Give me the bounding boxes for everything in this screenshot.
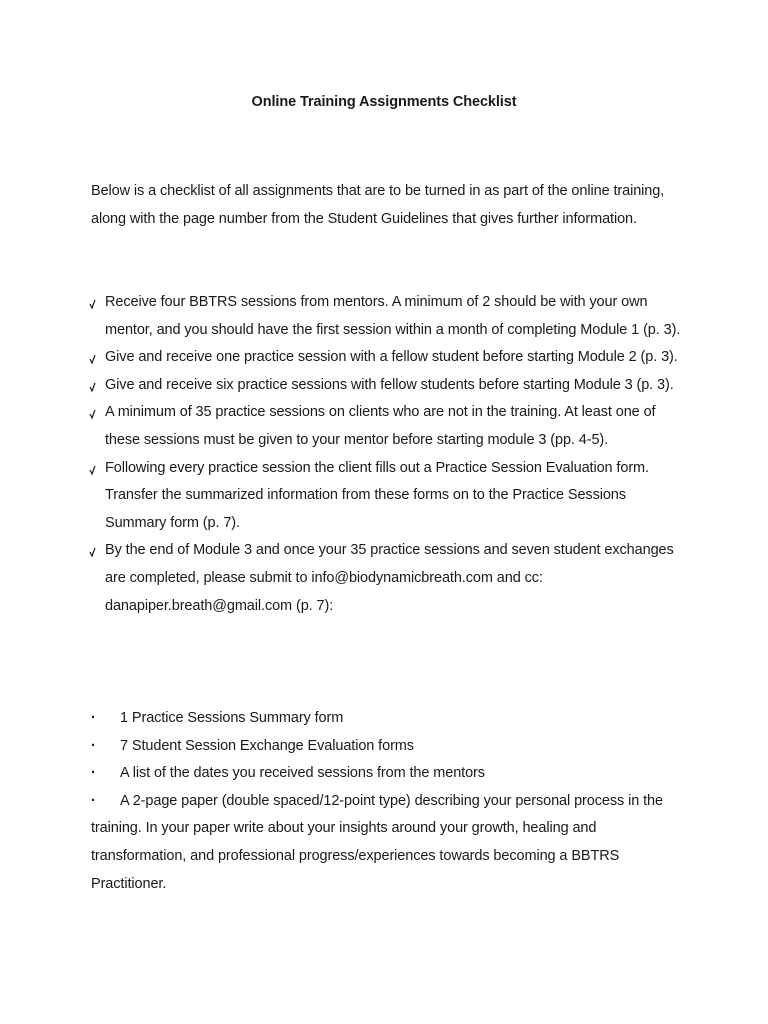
checklist-item-text: Following every practice session the client fills out a Practice Session Evaluation form. Transfer the summarized information from these forms on to the Practice Sessions Summary form (p. 7). xyxy=(105,459,649,531)
checklist-item-text: Give and receive one practice session with a fellow student before starting Module 2 (p. 3). xyxy=(105,349,678,366)
bullet-dot: · xyxy=(91,792,96,809)
checklist-item xyxy=(91,537,691,620)
checkmark-icon xyxy=(89,537,101,565)
submission-item-text: 1 Practice Sessions Summary form xyxy=(120,710,344,726)
checklist-item-text: Receive four BBTRS sessions from mentors. A minimum of 2 should be with your own mentor, and you should have the first session within a month of completing Module 1 (p. 3). xyxy=(105,294,681,338)
checklist-item xyxy=(91,289,691,344)
checkmark-icon xyxy=(89,344,101,372)
checkmark-icon xyxy=(89,399,101,427)
checklist-item xyxy=(91,399,691,454)
checklist-item-text: Give and receive six practice sessions with fellow students before starting Module 3 (p. 3). xyxy=(105,376,674,393)
bullet-dot: · xyxy=(91,737,96,754)
bullet-dot: · xyxy=(91,710,96,726)
submission-list xyxy=(91,705,691,898)
submission-item xyxy=(91,760,691,788)
submission-item-text: A list of the dates you received sessions from the mentors xyxy=(120,765,485,782)
assignment-checklist xyxy=(91,289,691,620)
checklist-item xyxy=(91,344,691,372)
bullet-dot: · xyxy=(91,765,96,782)
submission-item-text: 7 Student Session Exchange Evaluation forms xyxy=(120,737,414,754)
checklist-item-text: By the end of Module 3 and once your 35 practice sessions and seven student exchanges are completed, please submit to info@biodynamicbreath.com and cc: danapiper.breath@gmail.com (p. 7): xyxy=(105,542,674,614)
checkmark-icon xyxy=(89,372,101,400)
submission-item xyxy=(91,733,691,761)
checklist-item-text: A minimum of 35 practice sessions on clients who are not in the training. At least one of these sessions must be given to your mentor before starting module 3 (pp. 4-5). xyxy=(105,404,656,448)
intro-paragraph: Below is a checklist of all assignments that are to be turned in as part of the online training, along with the page number from the Student Guidelines that gives further information. xyxy=(91,183,665,227)
checkmark-icon xyxy=(89,455,101,483)
checklist-item xyxy=(91,455,691,538)
document-title: Online Training Assignments Checklist xyxy=(251,94,517,110)
checkmark-icon xyxy=(89,289,101,317)
submission-item xyxy=(91,705,691,733)
checklist-item xyxy=(91,372,691,400)
submission-item xyxy=(91,788,691,898)
submission-item-text: A 2-page paper (double spaced/12-point type) describing your personal process in the training. In your paper write about your insights around your growth, healing and transformation, and professional progress/experiences towards becoming a BBTRS Practitioner. xyxy=(91,792,663,892)
